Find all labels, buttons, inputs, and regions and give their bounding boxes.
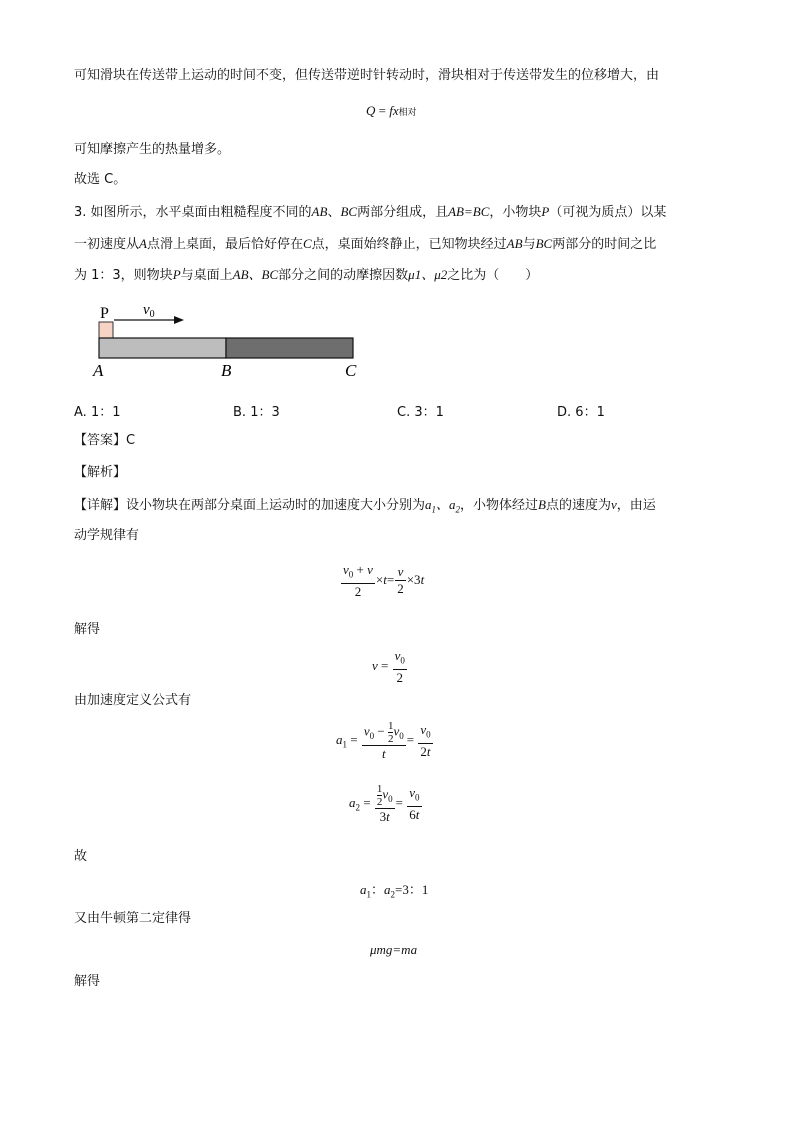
q3-l2-e: 两部分的时间之比 [552,237,657,252]
detail-text-c: 点的速度为 [546,498,612,513]
newton-line: 又由牛顿第二定律得 [74,911,192,926]
figure-table-diagram [88,296,378,386]
q3-text-c: ，小物块 [489,205,542,220]
text-line-1: 可知滑块在传送带上运动的时间不变，但传送带逆时针转动时，滑块相对于传送带发生的位移增大，由 [74,68,660,83]
q3-text-d: （可视为质点）以某 [549,205,667,220]
answer-line: 【答案】C [74,433,136,448]
question-3-line-2 [74,235,656,254]
solve-line-2: 解得 [74,974,101,989]
formula-a2: $a_2$ = $\frac{1}{2}$ $v_0$ 3t = $\frac{v_0}{6t}$ [349,783,420,824]
q3-label-p-2: P [172,267,181,282]
option-c: C. 3：1 [397,405,444,420]
q3-text-a: 3. 如图所示，水平桌面由粗糙程度不同的 [74,205,312,220]
q3-label-ab-2: AB [506,236,523,251]
q3-label-mu: μ1、μ2 [408,267,448,282]
formula-ratio: $a_1$：$a_2=3$：1 [360,882,429,900]
figure-label-a: A [93,361,104,380]
detail-text-a: 【详解】设小物块在两部分桌面上运动时的加速度大小分别为 [74,498,426,513]
q3-l3-c: 部分之间的动摩擦因数 [278,268,409,283]
figure-arrow-head [174,316,184,324]
figure-segment-bc [226,338,353,358]
q3-label-ab-bc: AB、BC [232,267,279,282]
q3-label-bc: BC [340,204,358,219]
analysis-heading: 【解析】 [74,465,127,480]
formula-a1: $a_1$ = $v_0$ − $\frac{1}{2}$ $v_0$ t = $\frac{v_0}{2t}$ [336,720,431,761]
detail-line-1 [74,496,656,519]
formula-newton: μmg=ma [370,942,418,957]
text-line-2: 可知摩擦产生的热量增多。 [74,142,231,157]
q3-label-p: P [541,204,550,219]
figure-label-p: P [100,305,109,322]
question-3-line-1: 3. 如图所示，水平桌面由粗糙程度不同的AB、BC两部分组成，且AB=BC，小物块P（可视为质点）以某 [74,204,667,220]
accel-def-line: 由加速度定义公式有 [74,693,192,708]
option-b: B. 1：3 [233,405,280,420]
q3-label-bc-2: BC [535,236,553,251]
solve-line-1: 解得 [74,622,101,637]
detail-line-2: 动学规律有 [74,528,140,543]
figure-block-p [99,322,113,338]
figure-label-v0: $v_0$ [143,302,155,320]
detail-label-b: B [538,497,546,512]
therefore-line: 故 [74,849,88,864]
detail-a1-a2: $a_1$、$a_2$ [425,497,461,515]
figure-label-b: B [221,361,232,380]
detail-text-d: ，由运 [616,498,656,513]
formula-v: v = $\frac{v_0}{2}$ [372,648,405,685]
q3-l3-a: 为 1：3，则物块 [74,268,173,283]
q3-label-c: C [302,236,312,251]
q3-l2-d: 与 [522,237,536,252]
q3-l2-a: 一初速度从 [74,237,140,252]
figure-label-c: C [345,361,357,380]
text-line-3: 故选 C。 [74,172,127,187]
formula-heat-subscript: 相对 [398,108,417,118]
q3-label-ab: AB [311,204,328,219]
q3-label-a: A [139,236,147,251]
formula-kinematics: $\frac{v_0 + v}{2}$ ×t= $\frac{v}{2}$ ×3t [343,562,425,599]
detail-text-b: ，小物体经过 [460,498,539,513]
option-a: A. 1：1 [74,405,121,420]
q3-l2-c: 点，桌面始终静止，已知物块经过 [311,237,507,252]
q3-text-b: 两部分组成，且 [357,205,449,220]
q3-l3-b: 与桌面上 [180,268,233,283]
figure-segment-ab [99,338,226,358]
q3-l3-d: 之比为（ ） [447,268,539,283]
option-d: D. 6：1 [557,405,605,420]
detail-label-v: v [611,497,617,512]
q3-label-ab-eq-bc: AB=BC [448,204,490,219]
formula-heat: Q = fx相对 [366,103,417,118]
question-3-line-3 [74,266,538,285]
q3-l2-b: 点滑上桌面，最后恰好停在 [146,237,303,252]
